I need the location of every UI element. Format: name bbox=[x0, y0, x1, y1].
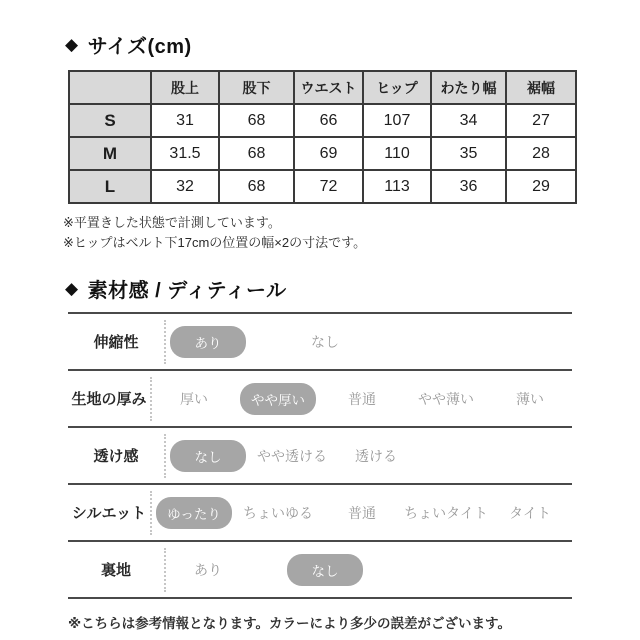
header-cell-inseam: 股下 bbox=[219, 71, 294, 104]
details-list bbox=[68, 312, 572, 599]
option-label bbox=[488, 503, 572, 523]
option-label bbox=[250, 446, 334, 466]
detail-options bbox=[150, 377, 572, 421]
option-label bbox=[283, 332, 367, 352]
details-title-text: 素材感 / ディティール bbox=[87, 280, 287, 303]
size-value: 28 bbox=[506, 137, 576, 170]
measurement-note: ※平置きした状態で計測しています。 bbox=[63, 215, 281, 230]
detail-options bbox=[164, 320, 572, 364]
option-label bbox=[334, 446, 418, 466]
size-value: 107 bbox=[363, 104, 431, 137]
diamond-icon: ◆ bbox=[65, 279, 79, 299]
header-cell-thigh: わたり幅 bbox=[431, 71, 506, 104]
option-text: 薄い bbox=[516, 390, 544, 407]
detail-label: 裏地 bbox=[100, 562, 131, 580]
detail-label: 生地の厚み bbox=[71, 391, 147, 409]
size-value: 34 bbox=[431, 104, 506, 137]
size-value: 68 bbox=[219, 137, 294, 170]
option-label bbox=[404, 503, 488, 523]
size-title-text: サイズ(cm) bbox=[87, 36, 192, 58]
detail-row-stretch bbox=[68, 312, 572, 369]
option-text: ちょいタイト bbox=[404, 504, 488, 521]
details-section-title bbox=[65, 274, 640, 303]
size-value: 110 bbox=[363, 137, 431, 170]
header-cell-hem: 裾幅 bbox=[506, 71, 576, 104]
option-text: タイト bbox=[509, 504, 551, 521]
header-cell-hip: ヒップ bbox=[363, 71, 431, 104]
size-value: 66 bbox=[294, 104, 363, 137]
size-section-title bbox=[65, 30, 640, 59]
header-cell-blank bbox=[69, 71, 151, 104]
option-pill-selected bbox=[166, 440, 250, 472]
size-table bbox=[68, 70, 577, 204]
option-label bbox=[236, 503, 320, 523]
detail-row-thickness bbox=[68, 369, 572, 426]
option-text: あり bbox=[194, 561, 222, 578]
option-text: なし bbox=[287, 554, 363, 586]
size-value: 36 bbox=[431, 170, 506, 203]
size-label: M bbox=[69, 137, 151, 170]
size-value: 31 bbox=[151, 104, 219, 137]
option-pill-selected bbox=[236, 383, 320, 415]
header-cell-waist: ウエスト bbox=[294, 71, 363, 104]
option-text: 厚い bbox=[180, 390, 208, 407]
option-text: やや透ける bbox=[257, 447, 327, 464]
option-label bbox=[404, 389, 488, 409]
option-text: 普通 bbox=[348, 504, 376, 521]
option-label bbox=[320, 389, 404, 409]
option-text: 透ける bbox=[355, 447, 397, 464]
option-text: なし bbox=[311, 333, 339, 350]
size-value: 113 bbox=[363, 170, 431, 203]
detail-row-silhouette bbox=[68, 483, 572, 540]
option-label bbox=[320, 503, 404, 523]
detail-options bbox=[164, 434, 572, 478]
detail-label: 透け感 bbox=[93, 448, 139, 466]
size-label: L bbox=[69, 170, 151, 203]
option-pill-selected bbox=[152, 497, 236, 529]
size-value: 31.5 bbox=[151, 137, 219, 170]
size-value: 68 bbox=[219, 104, 294, 137]
size-row-l bbox=[69, 170, 576, 203]
size-value: 29 bbox=[506, 170, 576, 203]
detail-options bbox=[164, 548, 572, 592]
size-value: 68 bbox=[219, 170, 294, 203]
option-label bbox=[152, 389, 236, 409]
option-text: 普通 bbox=[348, 390, 376, 407]
option-text: ちょいゆる bbox=[243, 504, 313, 521]
measurement-notes bbox=[63, 213, 640, 253]
size-row-s bbox=[69, 104, 576, 137]
option-text: やや厚い bbox=[240, 383, 316, 415]
option-text: ゆったり bbox=[156, 497, 232, 529]
measurement-note: ※ヒップはベルト下17cmの位置の幅×2の寸法です。 bbox=[63, 235, 367, 251]
diamond-icon: ◆ bbox=[65, 35, 79, 54]
detail-row-lining bbox=[68, 540, 572, 597]
detail-label: シルエット bbox=[71, 505, 147, 523]
option-text: やや薄い bbox=[418, 390, 474, 407]
detail-label: 伸縮性 bbox=[93, 334, 139, 352]
reference-note: ※こちらは参考情報となります。カラーにより多少の誤差がございます。 bbox=[68, 616, 511, 632]
size-value: 32 bbox=[151, 170, 219, 203]
header-cell-rise: 股上 bbox=[151, 71, 219, 104]
option-text: なし bbox=[170, 440, 246, 472]
option-label bbox=[166, 560, 250, 580]
option-label bbox=[488, 389, 572, 409]
detail-options bbox=[150, 491, 572, 535]
option-pill-selected bbox=[166, 326, 250, 358]
size-row-m bbox=[69, 137, 576, 170]
size-value: 27 bbox=[506, 104, 576, 137]
option-pill-selected bbox=[283, 554, 367, 586]
size-table-header-row bbox=[69, 71, 576, 104]
size-value: 69 bbox=[294, 137, 363, 170]
detail-row-sheerness bbox=[68, 426, 572, 483]
size-value: 35 bbox=[431, 137, 506, 170]
size-value: 72 bbox=[294, 170, 363, 203]
size-label: S bbox=[69, 104, 151, 137]
option-text: あり bbox=[170, 326, 246, 358]
